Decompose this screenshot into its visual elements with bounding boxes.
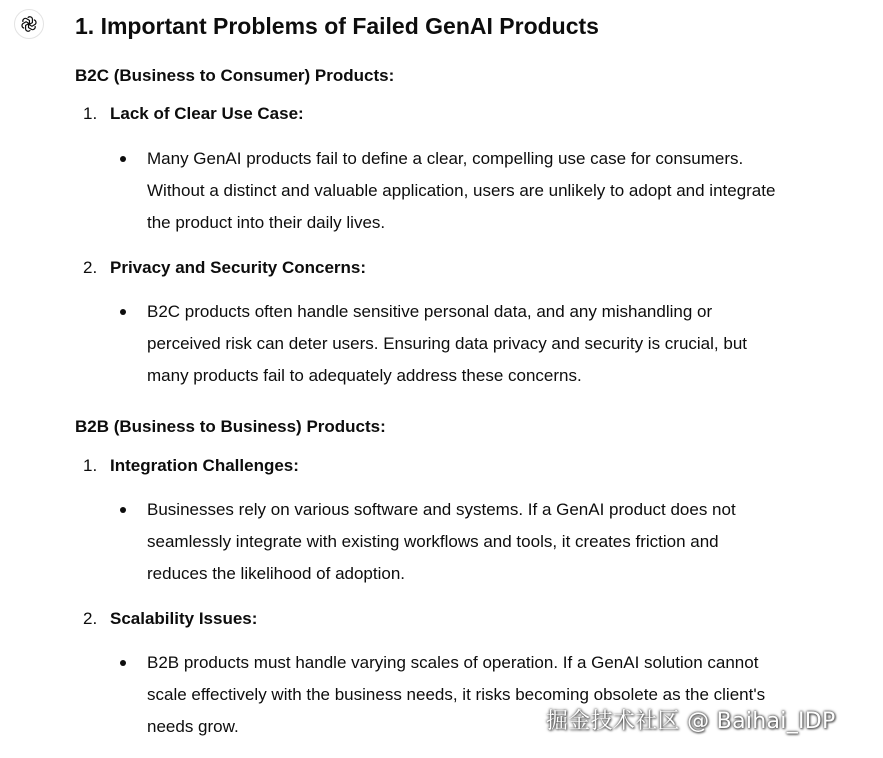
bullet-line: Businesses rely on various software and systems. If a GenAI product does not: [147, 500, 736, 519]
section-title-b2c: B2C (Business to Consumer) Products:: [75, 66, 395, 85]
list-number: 1.: [83, 104, 98, 123]
list-heading: Scalability Issues:: [110, 609, 258, 628]
list-number: 2.: [83, 609, 98, 628]
list-number: 2.: [83, 258, 98, 277]
list-heading: Integration Challenges:: [110, 456, 299, 475]
bullet-line: B2C products often handle sensitive personal data, and any mishandling or: [147, 302, 713, 321]
bullet-line: B2B products must handle varying scales of operation. If a GenAI solution cannot: [147, 653, 759, 672]
bullet-line: seamlessly integrate with existing workflows and tools, it creates friction and: [147, 532, 719, 551]
bullet-line: the product into their daily lives.: [147, 213, 386, 232]
bullet-line: perceived risk can deter users. Ensuring data privacy and security is crucial, but: [147, 334, 747, 353]
bullet-dot-icon: [120, 309, 126, 315]
bullet-line: needs grow.: [147, 717, 239, 736]
list-heading: Lack of Clear Use Case:: [110, 104, 304, 123]
bullet-line: Many GenAI products fail to define a clear, compelling use case for consumers.: [147, 149, 744, 168]
openai-logo-icon: [19, 14, 39, 34]
section-title-b2b: B2B (Business to Business) Products:: [75, 417, 386, 436]
page-title: 1. Important Problems of Failed GenAI Products: [75, 13, 599, 39]
list-heading: Privacy and Security Concerns:: [110, 258, 367, 277]
bullet-line: Without a distinct and valuable application, users are unlikely to adopt and integrate: [147, 181, 776, 200]
bullet-b2c-2: [147, 296, 880, 392]
assistant-avatar: [14, 9, 44, 39]
bullet-b2c-1: [147, 143, 880, 239]
watermark: 掘金技术社区 @ Baihai_IDP: [546, 709, 836, 734]
bullet-b2b-1: [147, 494, 880, 590]
bullet-dot-icon: [120, 660, 126, 666]
list-number: 1.: [83, 456, 98, 475]
bullet-line: many products fail to adequately address these concerns.: [147, 366, 582, 385]
bullet-dot-icon: [120, 156, 126, 162]
bullet-dot-icon: [120, 507, 126, 513]
bullet-line: scale effectively with the business needs, it risks becoming obsolete as the client's: [147, 685, 766, 704]
bullet-line: reduces the likelihood of adoption.: [147, 564, 406, 583]
